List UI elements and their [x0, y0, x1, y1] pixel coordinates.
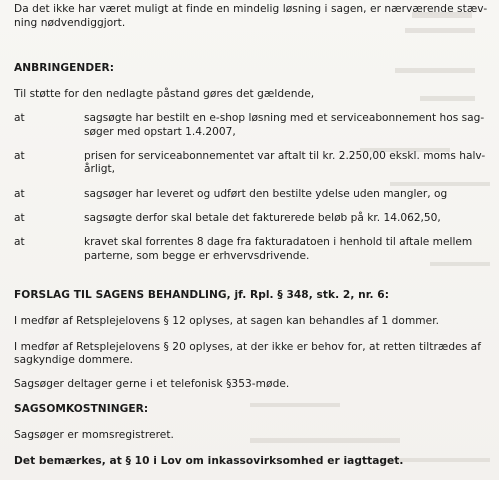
anbringender-lead: Til støtte for den nedlagte påstand gøres det gældende,	[14, 88, 315, 100]
item-3-line-1: sagsøger har leveret og udført den bestilte ydelse uden mangler, og	[84, 188, 448, 200]
item-2-line-1: prisen for serviceabonnementet var aftalt til kr. 2.250,00 ekskl. moms halv-	[84, 150, 486, 162]
item-marker: at	[14, 150, 25, 162]
intro-line-2: ning nødvendiggjort.	[14, 17, 126, 29]
item-marker: at	[14, 188, 25, 200]
bleed-through-mark	[430, 262, 490, 266]
forslag-heading: FORSLAG TIL SAGENS BEHANDLING, jf. Rpl. § 348, stk. 2, nr. 6:	[14, 289, 390, 301]
forslag-paragraph-3: Sagsøger deltager gerne i et telefonisk §353-møde.	[14, 378, 290, 390]
item-5-line-2: parterne, som begge er erhvervsdrivende.	[84, 250, 310, 262]
forslag-paragraph-1: I medfør af Retsplejelovens § 12 oplyses, at sagen kan behandles af 1 dommer.	[14, 315, 440, 327]
omkostninger-heading: SAGSOMKOSTNINGER:	[14, 403, 149, 415]
item-1-line-1: sagsøgte har bestilt en e-shop løsning med et serviceabonnement hos sag-	[84, 112, 485, 124]
omkostninger-note: Det bemærkes, at § 10 i Lov om inkassovirksomhed er iagttaget.	[14, 455, 404, 467]
anbringender-heading: ANBRINGENDER:	[14, 62, 114, 74]
bleed-through-mark	[405, 28, 475, 33]
item-1-line-2: søger med opstart 1.4.2007,	[84, 126, 236, 138]
forslag-paragraph-2-line-2: sagkyndige dommere.	[14, 354, 134, 366]
item-marker: at	[14, 212, 25, 224]
bleed-through-mark	[395, 68, 475, 73]
omkostninger-paragraph-1: Sagsøger er momsregistreret.	[14, 429, 174, 441]
item-5-line-1: kravet skal forrentes 8 dage fra fakturadatoen i henhold til aftale mellem	[84, 236, 473, 248]
forslag-paragraph-2-line-1: I medfør af Retsplejelovens § 20 oplyses, at der ikke er behov for, at retten tiltrædes af	[14, 341, 482, 353]
item-4-line-1: sagsøgte derfor skal betale det fakturerede beløb på kr. 14.062,50,	[84, 212, 441, 224]
bleed-through-mark	[250, 403, 340, 407]
bleed-through-mark	[390, 182, 490, 186]
item-marker: at	[14, 236, 25, 248]
bleed-through-mark	[250, 438, 400, 443]
item-2-line-2: årligt,	[84, 163, 115, 175]
intro-line-1: Da det ikke har været muligt at finde en mindelig løsning i sagen, er nærværende stæv-	[14, 3, 488, 15]
bleed-through-mark	[420, 96, 475, 101]
item-marker: at	[14, 112, 25, 124]
